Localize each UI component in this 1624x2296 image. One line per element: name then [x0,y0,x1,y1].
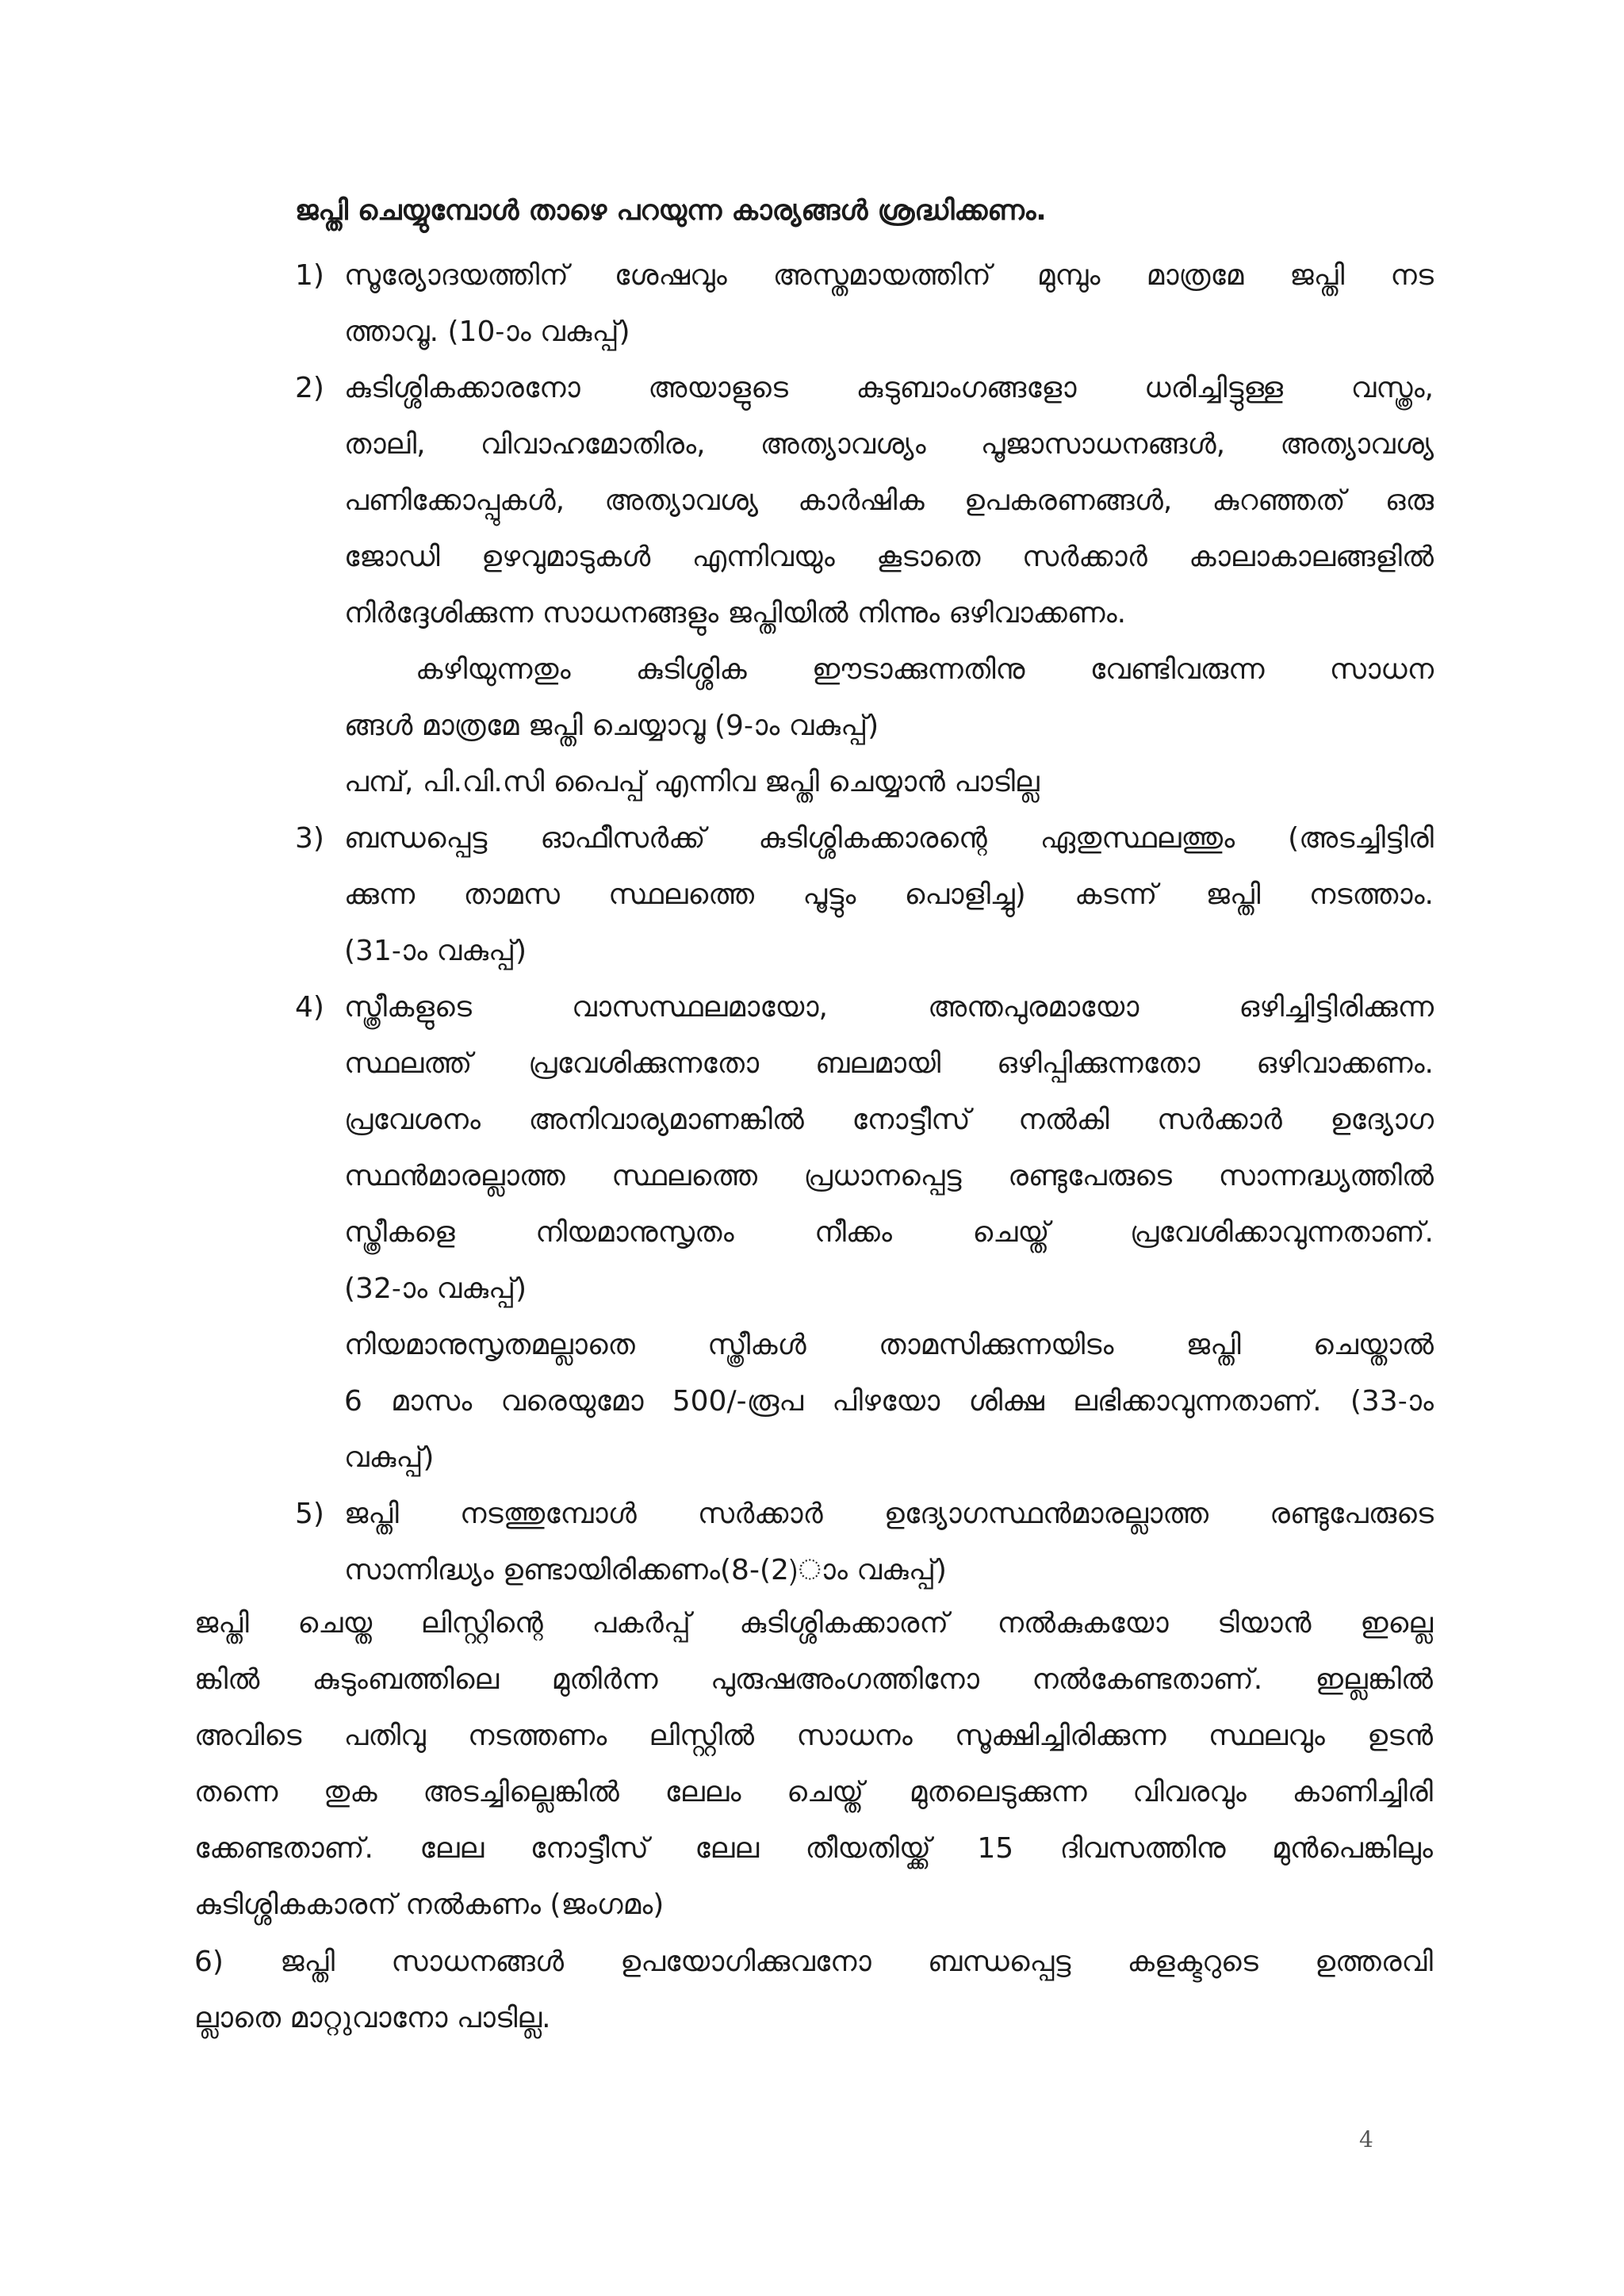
list-item-number: 2) [295,372,324,404]
list-item-line: ക്കുന്ന താമസ സ്ഥലത്തെ പൂട്ടും പൊളിച്ചു) കടന്ന് ജപ്തി നടത്താം. [344,878,1434,911]
list-item-line: സൂര്യോദയത്തിന് ശേഷവും അസ്തമായത്തിന് മുമ്പും മാത്രമേ ജപ്തി നട [344,259,1434,292]
list-item-line: പമ്പ്, പി.വി.സി പൈപ്പ് എന്നിവ ജപ്തി ചെയ്യാൻ പാടില്ല [344,766,1040,798]
paragraph-line: അവിടെ പതിവു നടത്തണം ലിസ്റ്റിൽ സാധനം സൂക്ഷിച്ചിരിക്കുന്ന സ്ഥലവും ഉടൻ [194,1720,1433,1752]
list-item-line: ജപ്തി നടത്തുമ്പോൾ സർക്കാർ ഉദ്യോഗസ്ഥൻമാരല്ലാത്ത രണ്ടുപേരുടെ [344,1498,1434,1530]
paragraph-seizure-list [194,1595,1433,1933]
paragraph-line: തന്നെ തുക അടച്ചില്ലെങ്കിൽ ലേലം ചെയ്ത് മുതലെടുക്കുന്ന വിവരവും കാണിച്ചിരി [194,1776,1433,1808]
list-item-line: സാന്നിദ്ധ്യം ഉണ്ടായിരിക്കണം(8-(2)ാം വകുപ്പ്) [344,1554,947,1586]
list-item-line: ങ്ങൾ മാത്രമേ ജപ്തി ചെയ്യാവൂ (9-ാം വകുപ്പ്) [344,710,879,742]
list-item-line: (31-ാം വകുപ്പ്) [344,935,527,967]
paragraph-item-6 [194,1934,1433,2046]
list-item-line: വകുപ്പ്) [344,1441,435,1474]
list-item-number: 1) [295,259,324,292]
list-item-4 [295,979,1434,1486]
list-item-line: നിർദ്ദേശിക്കുന്ന സാധനങ്ങളും ജപ്തിയിൽ നിന്നും ഒഴിവാക്കണം. [344,597,1127,629]
list-item-1 [295,247,1434,360]
list-item-line: കഴിയുന്നതും കുടിശ്ശിക ഈടാക്കുന്നതിനു വേണ്ടിവരുന്ന സാധന [416,653,1434,686]
page-number: 4 [1359,2126,1373,2152]
list-item-2 [295,360,1434,810]
paragraph-line: 6) ജപ്തി സാധനങ്ങൾ ഉപയോഗിക്കുവനോ ബന്ധപ്പെട്ട കളക്ടറുടെ ഉത്തരവി [194,1946,1433,1978]
list-item-line: താലി, വിവാഹമോതിരം, അത്യാവശ്യം പൂജാസാധനങ്ങൾ, അത്യാവശ്യ [344,428,1434,461]
list-item-line: 6 മാസം വരെയുമോ 500/-രൂപ പിഴയോ ശിക്ഷ ലഭിക്കാവുന്നതാണ്. (33-ാം [344,1385,1434,1418]
paragraph-line: ക്കേണ്ടതാണ്. ലേല നോട്ടീസ് ലേല തീയതിയ്ക്ക് 15 ദിവസത്തിനു മുൻപെങ്കിലും [194,1832,1433,1865]
numbered-list [295,247,1434,1598]
paragraph-line: ല്ലാതെ മാറ്റുവാനോ പാടില്ല. [194,2002,551,2034]
list-item-line: സ്ഥൻമാരല്ലാത്ത സ്ഥലത്തെ പ്രധാനപ്പെട്ട രണ്ടുപേരുടെ സാന്നദ്ധ്യത്തിൽ [344,1160,1434,1192]
list-item-number: 4) [295,991,324,1024]
list-item-number: 3) [295,822,324,855]
list-item-line: സ്ത്രീകളെ നിയമാനുസൃതം നീക്കം ചെയ്ത് പ്രവേശിക്കാവുന്നതാണ്. [344,1216,1434,1249]
section-heading: ജപ്തി ചെയ്യുമ്പോൾ താഴെ പറയുന്ന കാര്യങ്ങൾ ശ്രദ്ധിക്കണം. [295,195,1047,227]
paragraph-line: കുടിശ്ശികകാരന് നൽകണം (ജംഗമം) [194,1888,665,1921]
paragraph-line: ങ്കിൽ കുടുംബത്തിലെ മുതിർന്ന പുരുഷഅംഗത്തിനോ നൽകേണ്ടതാണ്. ഇല്ലങ്കിൽ [194,1663,1433,1696]
list-item-line: സ്ഥലത്ത് പ്രവേശിക്കുന്നതോ ബലമായി ഒഴിപ്പിക്കുന്നതോ ഒഴിവാക്കണം. [344,1047,1434,1080]
paragraph-line: ജപ്തി ചെയ്ത ലിസ്റ്റിന്റെ പകർപ്പ് കുടിശ്ശികക്കാരന് നൽകുകയോ ടിയാൻ ഇല്ലെ [194,1607,1433,1640]
list-item-3 [295,810,1434,979]
list-item-line: ത്താവൂ. (10-ാം വകുപ്പ്) [344,316,630,348]
list-item-5 [295,1486,1434,1598]
list-item-line: ബന്ധപ്പെട്ട ഓഫീസർക്ക് കുടിശ്ശികക്കാരന്റെ ഏതുസ്ഥലത്തും (അടച്ചിട്ടിരി [344,822,1434,855]
list-item-line: നിയമാനുസൃതമല്ലാതെ സ്ത്രീകൾ താമസിക്കുന്നയിടം ജപ്തി ചെയ്താൽ [344,1329,1434,1361]
list-item-line: പ്രവേശനം അനിവാര്യമാണങ്കിൽ നോട്ടീസ് നൽകി സർക്കാർ ഉദ്യോഗ [344,1104,1434,1136]
list-item-line: (32-ാം വകുപ്പ്) [344,1272,527,1305]
list-item-number: 5) [295,1498,324,1530]
list-item-line: കുടിശ്ശികക്കാരനോ അയാളുടെ കുടുബാംഗങ്ങളോ ധരിച്ചിട്ടുള്ള വസ്ത്രം, [344,372,1434,404]
list-item-line: ജോഡി ഉഴവുമാടുകൾ എന്നിവയും കൂടാതെ സർക്കാർ കാലാകാലങ്ങളിൽ [344,541,1434,573]
list-item-line: പണിക്കോപ്പുകൾ, അത്യാവശ്യ കാർഷിക ഉപകരണങ്ങൾ, കുറഞ്ഞത് ഒരു [344,484,1434,517]
list-item-line: സ്ത്രീകളുടെ വാസസ്ഥലമായോ, അന്തപുരമായോ ഒഴിച്ചിട്ടിരിക്കുന്ന [344,991,1434,1024]
